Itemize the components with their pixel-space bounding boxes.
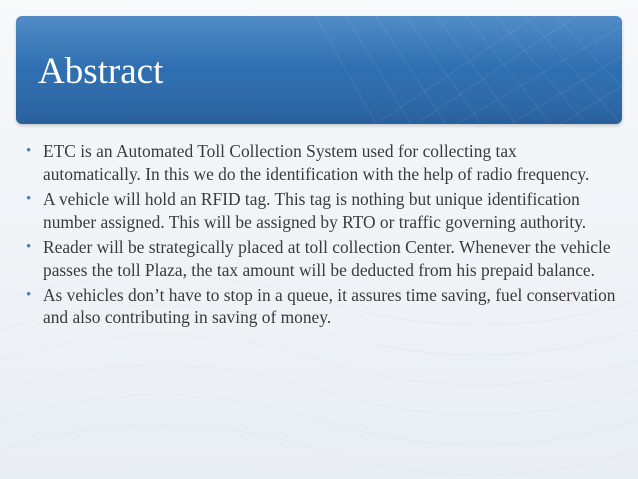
bullet-icon: • (26, 190, 32, 207)
bullet-text: Reader will be strategically placed at toll collection Center. Whenever the vehicle passes the toll Plaza, the tax amount will be deducted from his prepaid balance. (43, 236, 611, 280)
title-bar (16, 16, 622, 124)
bullet-text: ETC is an Automated Toll Collection System used for collecting tax automatically. In this we do the identification with the help of radio frequency. (43, 141, 590, 184)
bullet-item (26, 284, 616, 329)
bullet-item (26, 236, 616, 281)
bullet-text: As vehicles don’t have to stop in a queue, it assures time saving, fuel conservation and also contributing in saving of money. (43, 284, 616, 328)
bullet-text: A vehicle will hold an RFID tag. This tag is nothing but unique identification number assigned. This will be assigned by RTO or traffic governing authority. (43, 188, 587, 232)
bullet-icon: • (26, 238, 32, 255)
bullet-icon: • (26, 286, 32, 303)
bullet-item (26, 140, 616, 185)
bullet-icon: • (26, 143, 32, 159)
bullet-item (26, 188, 616, 233)
bullet-list (26, 140, 616, 332)
slide-title: Abstract (38, 51, 164, 92)
